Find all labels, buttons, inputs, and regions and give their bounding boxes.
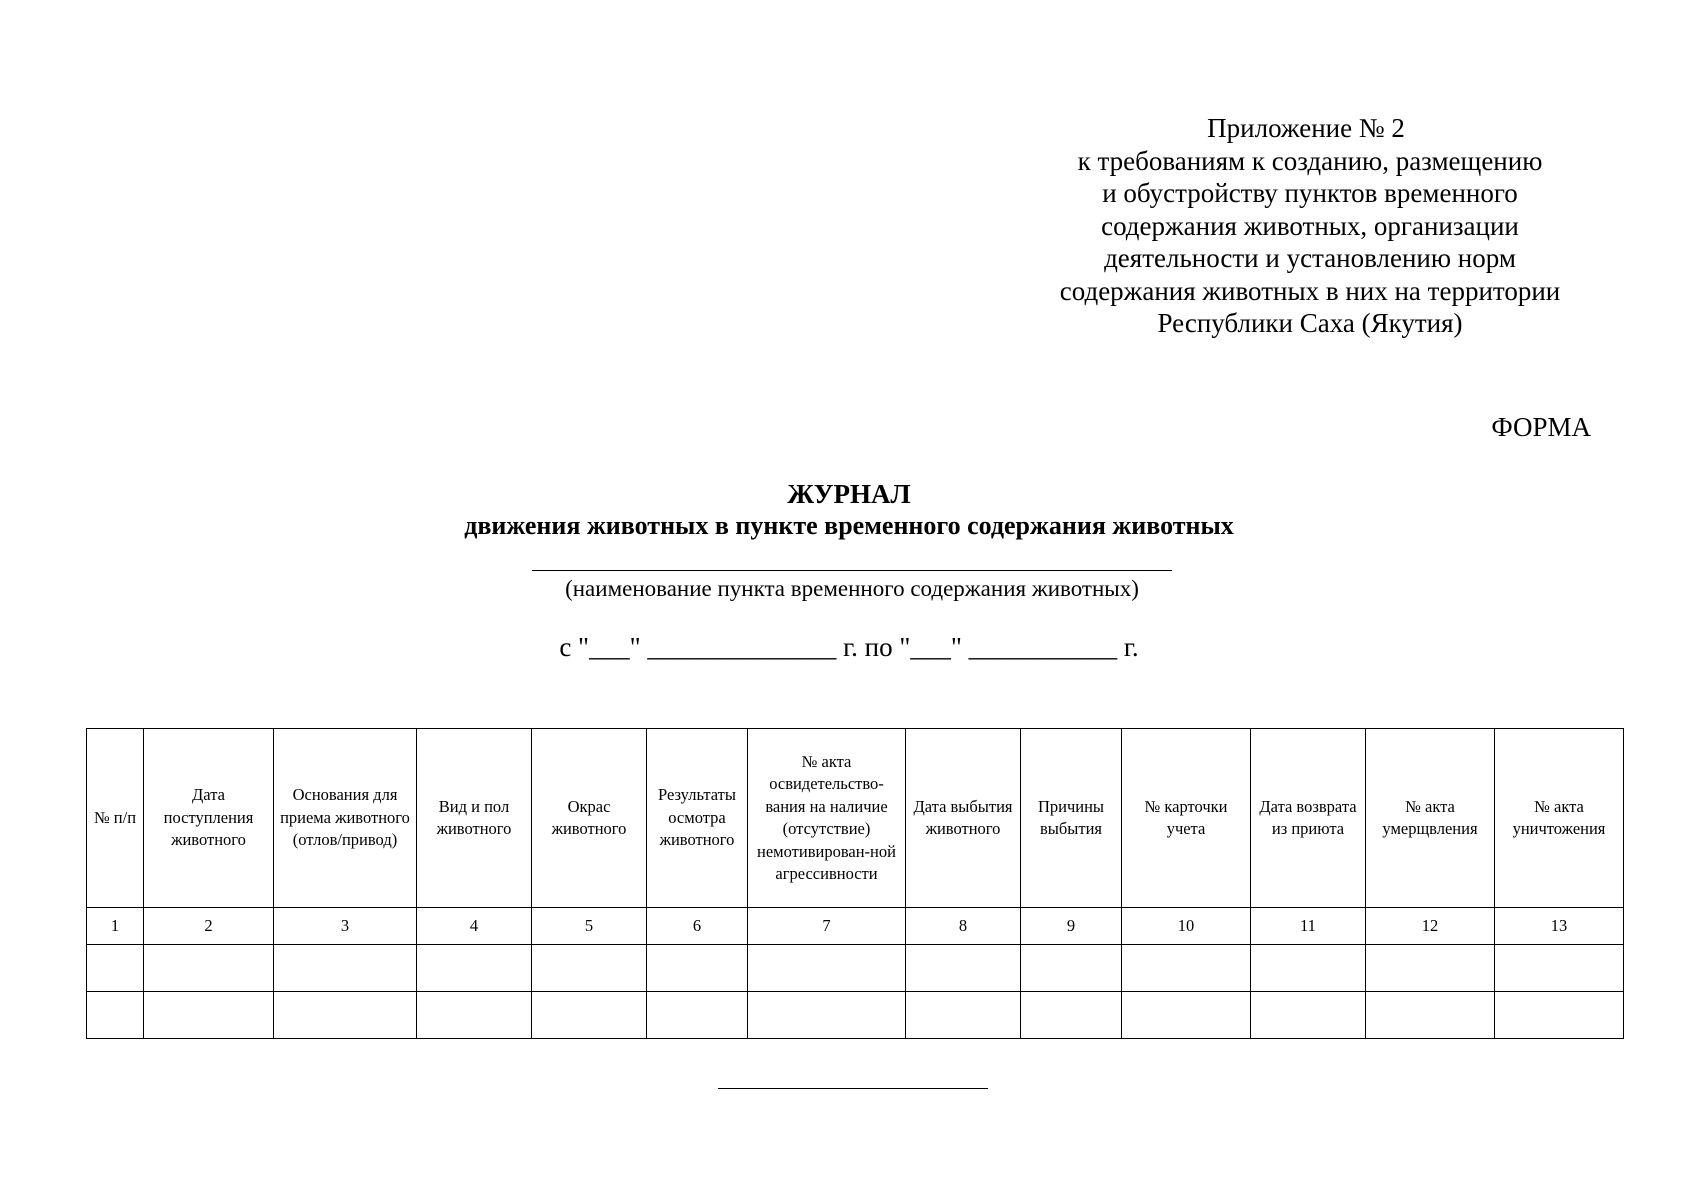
column-number: 10 (1122, 908, 1251, 945)
header-cell: № п/п (87, 729, 144, 908)
header-cell: Результаты осмотра животного (647, 729, 748, 908)
header-cell: № акта освидетельство-вания на наличие (отсутствие) немотивирован-ной агрессивности (748, 729, 906, 908)
closing-line (718, 1088, 988, 1089)
appendix-line: деятельности и установлению норм (1104, 243, 1516, 273)
header-cell: Дата поступления животного (144, 729, 274, 908)
empty-cell[interactable] (906, 945, 1021, 992)
empty-cell[interactable] (1495, 992, 1624, 1039)
header-cell: Вид и пол животного (417, 729, 532, 908)
form-label: ФОРМА (1491, 412, 1591, 442)
empty-cell[interactable] (1122, 945, 1251, 992)
empty-cell[interactable] (144, 945, 274, 992)
column-number: 5 (532, 908, 647, 945)
empty-cell[interactable] (647, 945, 748, 992)
empty-cell[interactable] (144, 992, 274, 1039)
empty-cell[interactable] (1021, 945, 1122, 992)
empty-cell[interactable] (906, 992, 1021, 1039)
facility-name-caption: (наименование пункта временного содержания животных) (565, 576, 1139, 601)
column-number: 6 (647, 908, 748, 945)
empty-cell[interactable] (1021, 992, 1122, 1039)
journal-table (86, 728, 1624, 1039)
appendix-line: содержания животных в них на территории (1059, 275, 1561, 306)
column-number: 12 (1366, 908, 1495, 945)
empty-cell[interactable] (1251, 992, 1366, 1039)
facility-name-line[interactable] (532, 570, 1172, 571)
empty-cell[interactable] (87, 945, 144, 992)
column-number: 4 (417, 908, 532, 945)
period-line: с "___" ______________ г. по "___" ___________ г. (559, 632, 1139, 662)
empty-cell[interactable] (417, 992, 532, 1039)
table-header-row (87, 729, 1624, 908)
empty-cell[interactable] (1366, 992, 1495, 1039)
header-cell: № карточки учета (1122, 729, 1251, 908)
column-number: 1 (87, 908, 144, 945)
empty-cell[interactable] (1495, 945, 1624, 992)
appendix-block (1030, 112, 1590, 340)
journal-title: ЖУРНАЛ (787, 479, 911, 509)
journal-subtitle: движения животных в пункте временного содержания животных (464, 511, 1234, 540)
journal-title-block (0, 478, 1698, 542)
empty-cell[interactable] (532, 945, 647, 992)
column-number: 2 (144, 908, 274, 945)
header-cell: Окрас животного (532, 729, 647, 908)
column-number: 7 (748, 908, 906, 945)
column-number: 9 (1021, 908, 1122, 945)
empty-cell[interactable] (647, 992, 748, 1039)
column-number-row (87, 908, 1624, 945)
appendix-line: содержания животных, организации (1101, 210, 1519, 241)
empty-cell[interactable] (87, 992, 144, 1039)
header-cell: № акта умерщвления (1366, 729, 1495, 908)
empty-cell[interactable] (1366, 945, 1495, 992)
appendix-line: и обустройству пунктов временного (1102, 178, 1518, 208)
column-number: 3 (274, 908, 417, 945)
empty-cell[interactable] (1122, 992, 1251, 1039)
header-cell: Основания для приема животного (отлов/привод) (274, 729, 417, 908)
header-cell: Причины выбытия (1021, 729, 1122, 908)
appendix-title: Приложение № 2 (1207, 113, 1405, 143)
column-number: 8 (906, 908, 1021, 945)
table-row (87, 945, 1624, 992)
empty-cell[interactable] (274, 992, 417, 1039)
table-row (87, 992, 1624, 1039)
column-number: 11 (1251, 908, 1366, 945)
appendix-line: к требованиям к созданию, размещению (1077, 145, 1543, 176)
header-cell: Дата возврата из приюта (1251, 729, 1366, 908)
empty-cell[interactable] (1251, 945, 1366, 992)
empty-cell[interactable] (274, 945, 417, 992)
empty-cell[interactable] (417, 945, 532, 992)
column-number: 13 (1495, 908, 1624, 945)
empty-cell[interactable] (748, 945, 906, 992)
empty-cell[interactable] (748, 992, 906, 1039)
header-cell: Дата выбытия животного (906, 729, 1021, 908)
empty-cell[interactable] (532, 992, 647, 1039)
header-cell: № акта уничтожения (1495, 729, 1624, 908)
appendix-line: Республики Саха (Якутия) (1157, 308, 1463, 338)
